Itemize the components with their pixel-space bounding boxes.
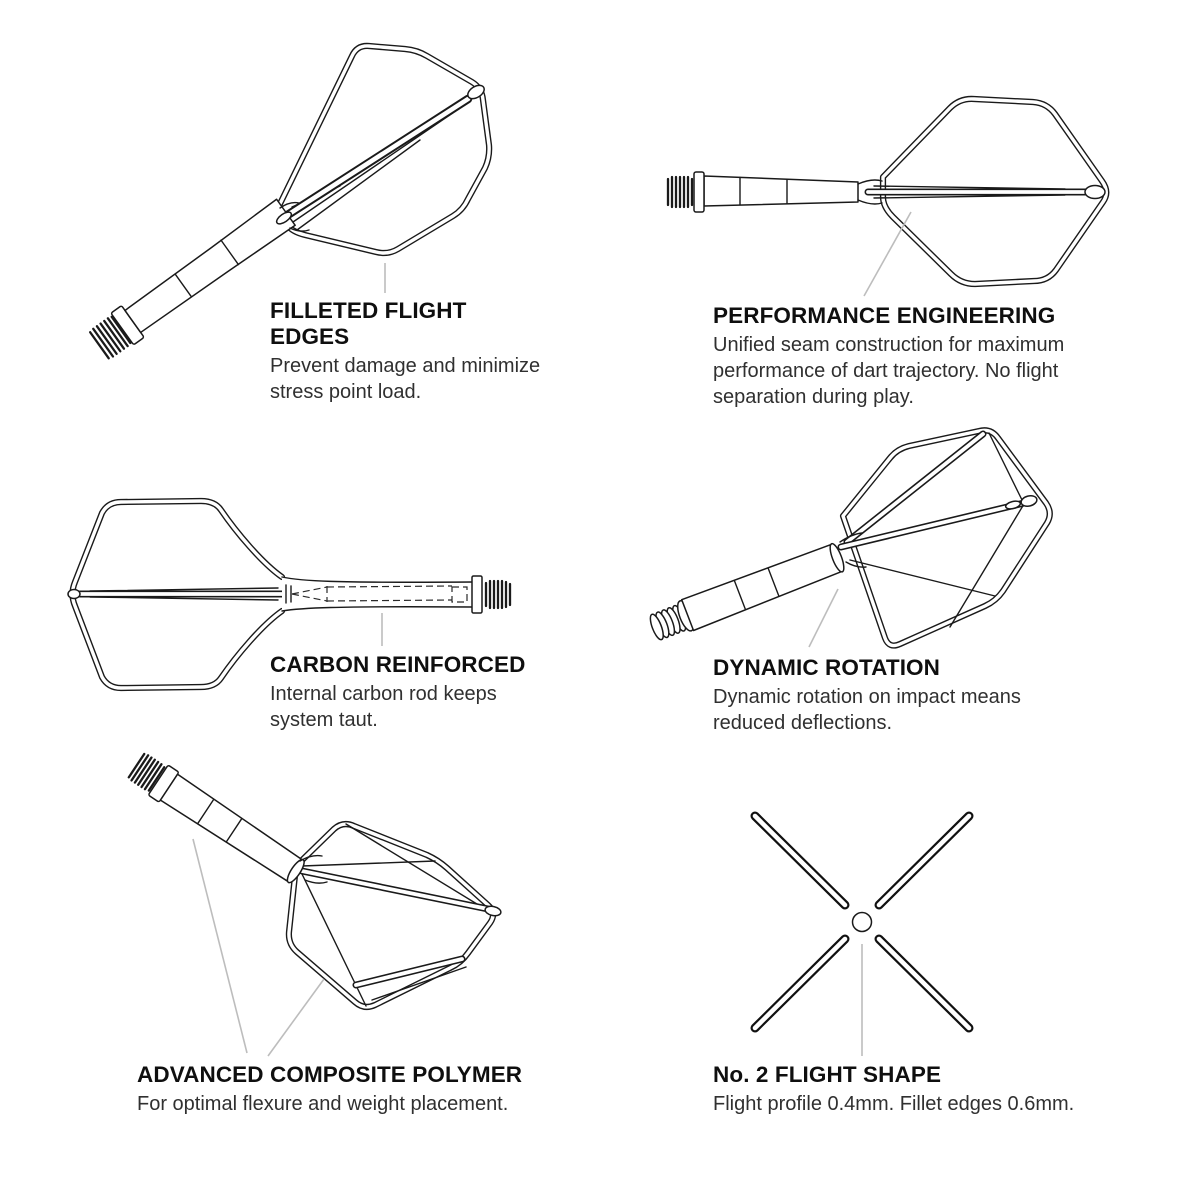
feature-title: CARBON REINFORCED <box>270 652 526 677</box>
spine-ring <box>1005 500 1021 510</box>
feature-description: Dynamic rotation on impact means reduced deflections. <box>713 686 1021 734</box>
shaft <box>704 176 858 206</box>
callout-performance-engineering <box>713 303 1081 410</box>
spine-cap <box>484 905 502 917</box>
shaft <box>682 543 841 630</box>
feature-description: Internal carbon rod keeps system taut. <box>270 683 497 731</box>
rear-blade-fin <box>356 959 466 1000</box>
collar <box>472 576 482 613</box>
callout-no-2-flight-shape <box>713 1062 1173 1117</box>
feature-title: ADVANCED COMPOSITE POLYMER <box>137 1062 523 1087</box>
leader-line-advanced-composite-polymer-flight <box>268 979 324 1056</box>
callout-advanced-composite-polymer <box>137 1062 617 1117</box>
shaft-assembly <box>127 751 310 889</box>
dart-illustration-dynamic-rotation <box>647 430 1050 645</box>
feature-title: PERFORMANCE ENGINEERING <box>713 303 1056 328</box>
center-hub <box>853 913 872 932</box>
leader-line-performance-engineering <box>864 212 911 296</box>
flight-spine <box>286 99 468 216</box>
feature-title: DYNAMIC ROTATION <box>713 655 940 680</box>
spine-cap <box>1085 186 1105 199</box>
feature-description: Unified seam construction for maximum performance of dart trajectory. No flight separation during play. <box>713 334 1065 408</box>
collar <box>694 172 704 212</box>
shaft-assembly <box>668 172 882 212</box>
spine-cap <box>1020 494 1038 508</box>
leader-line-dynamic-rotation <box>809 589 838 647</box>
thread-lines <box>668 177 692 207</box>
feature-title: No. 2 FLIGHT SHAPE <box>713 1062 942 1087</box>
callout-dynamic-rotation <box>713 655 1033 736</box>
thread-lines <box>486 581 510 608</box>
shaft-assembly <box>88 196 297 361</box>
callout-filleted-flight-edges <box>270 298 542 405</box>
dart-illustration-advanced-composite-polymer <box>127 751 502 1007</box>
shaft <box>160 774 302 883</box>
shaft-assembly <box>647 541 847 644</box>
spine-cap <box>68 590 80 599</box>
feature-title: FILLETED FLIGHT EDGES <box>270 298 467 349</box>
callout-carbon-reinforced <box>270 652 540 733</box>
feature-description: For optimal flexure and weight placement. <box>137 1093 509 1115</box>
feature-description: Prevent damage and minimize stress point load. <box>270 355 541 403</box>
leader-line-advanced-composite-polymer-shaft <box>193 839 247 1053</box>
feature-description: Flight profile 0.4mm. Fillet edges 0.6mm. <box>713 1093 1075 1115</box>
shaft-assembly <box>282 576 510 613</box>
